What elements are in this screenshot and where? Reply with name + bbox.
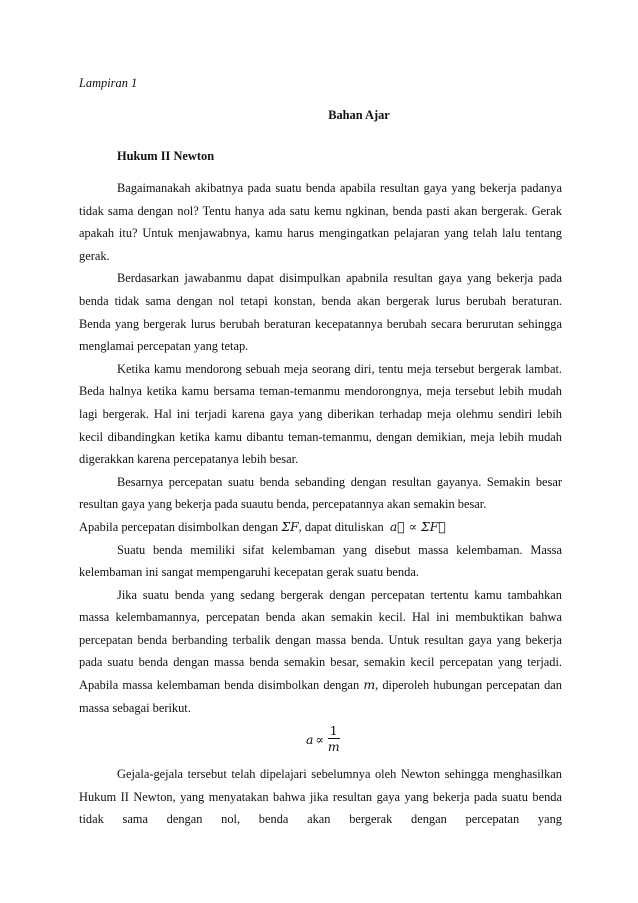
proportionality-relation: a⃗ ∝ ΣF⃗ [389,518,446,534]
fraction [328,723,340,755]
appendix-label: Lampiran 1 [79,76,138,90]
fraction-numerator: 1 [329,723,338,739]
paragraph-4: Besarnya percepatan suatu benda sebanding dengan resultan gayanya. Semakin besar resultan gaya yang bekerja pada suautu benda, percepatannya akan semakin besar. [79,474,562,512]
formula-lhs: a [306,731,314,747]
symbol-line-middle: , dapat dituliskan [298,519,387,534]
mass-symbol: m [363,677,376,693]
proportionality-formula [306,723,340,755]
paragraph-2: Berdasarkan jawabanmu dapat disimpulkan apabnila resultan gaya yang bekerja pada benda tidak sama dengan nol tetapi konstan, benda akan bergerak lurus berubah beraturan. Benda yang bergerak lurus berubah beraturan kecepatannya berubah secara berurutan sehingga menglamai percepatan yang tetap. [79,271,562,354]
paragraph-5: Suatu benda memiliki sifat kelembaman yang disebut massa kelembaman. Massa kelembaman ini sangat mempengaruhi kecepatan gerak suatu benda. [79,542,562,580]
paragraph-3: Ketika kamu mendorong sebuah meja seorang diri, tentu meja tersebut bergerak lambat. Beda halnya ketika kamu bersama teman-temanmu mendorongnya, meja tersebut lebih mudah lagi bergerak. Hal ini terjadi karena gaya yang diberikan terhadap meja olehmu sendiri lebih kecil dibandingkan ketika kamu dibantu teman-temanmu, dengan demikian, meja lebih mudah digerakkan karena percepatanya lebih besar. [79,361,562,467]
document-body [79,177,562,831]
formula-prop-symbol: ∝ [315,731,324,747]
paragraph-7: Gejala-gejala tersebut telah dipelajari sebelumnya oleh Newton sehingga menghasilkan Hukum II Newton, yang menyatakan bahwa jika resultan gaya yang bekerja pada suatu benda tidak sama dengan nol, benda akan bergerak dengan percepatan yang [79,767,562,827]
symbol-line [79,516,562,539]
symbol-line-prefix: Apabila percepatan disimbolkan dengan [79,519,282,534]
formula-block [79,719,562,763]
page-title: Bahan Ajar [328,108,390,122]
sum-force-symbol: ΣF [281,518,299,534]
section-heading: Hukum II Newton [117,149,215,163]
paragraph-1: Bagaimanakah akibatnya pada suatu benda apabila resultan gaya yang bekerja padanya tidak sama dengan nol? Tentu hanya ada satu kemu ngkinan, benda pasti akan bergerak. Gerak apakah itu? Untuk menjawabnya, kamu harus mengingatkan pelajaran yang telah lalu tentang gerak. [79,181,562,263]
paragraph-6-text: Jika suatu benda yang sedang bergerak dengan percepatan tertentu kamu tambahkan massa kelembamannya, percepatan benda akan semakin kecil. Hal ini membuktikan bahwa percepatan benda berbanding terbalik dengan massa benda. Untuk resultan gaya yang bekerja pada suatu benda dengan massa benda semakin besar, semakin kecil percepatan yang terjadi. Apabila massa kelembaman benda disimbolkan dengan [79,587,562,693]
paragraph-6-end: , diperoleh hubungan percepatan dan massa sebagai berikut. [79,678,562,715]
fraction-denominator: m [327,739,340,755]
paragraph-6 [79,584,562,720]
